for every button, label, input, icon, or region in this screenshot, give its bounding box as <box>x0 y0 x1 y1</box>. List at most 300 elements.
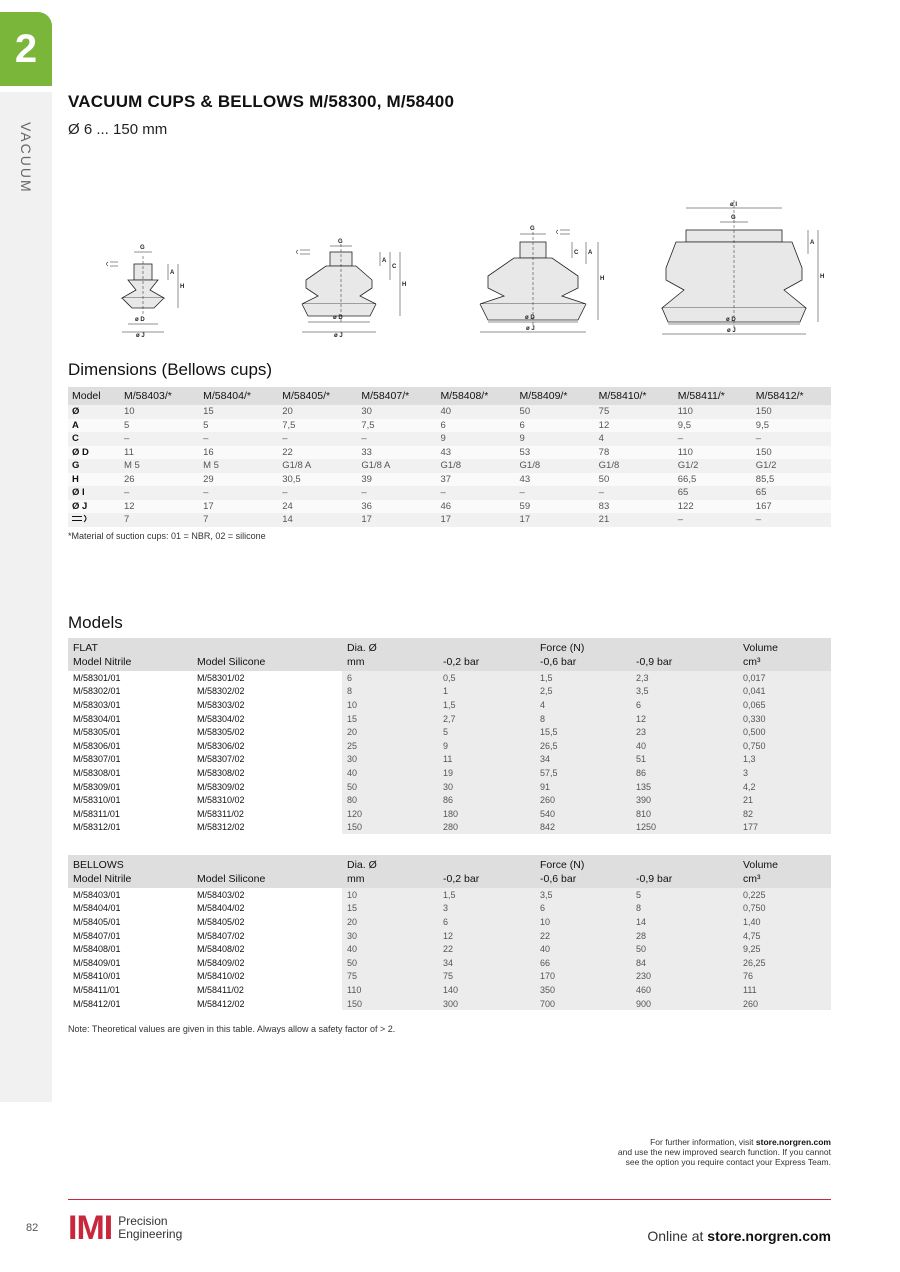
bellows-header-force <box>535 855 631 888</box>
dimension-row-label: Ø I <box>68 486 120 500</box>
column-header: M/58408/* <box>436 387 515 405</box>
dimension-cell: 26 <box>120 473 199 487</box>
drawing-cup-medium <box>297 239 407 339</box>
dimension-row <box>68 446 831 460</box>
model-value: 91 <box>535 780 631 794</box>
dimension-cell: – <box>357 486 436 500</box>
dimension-cell: 17 <box>357 513 436 527</box>
model-nitrile: M/58412/01 <box>68 997 192 1011</box>
model-nitrile: M/58301/01 <box>68 671 192 685</box>
cm3-label: cm³ <box>743 873 761 885</box>
dimension-cell: 21 <box>595 513 674 527</box>
model-nitrile: M/58305/01 <box>68 725 192 739</box>
dimension-cell: 6 <box>436 419 515 433</box>
dimensions-body <box>68 405 831 527</box>
dimension-row <box>68 405 831 419</box>
model-value: 150 <box>342 997 438 1011</box>
info-text-3: see the option you require contact your Express Team. <box>625 1157 831 1167</box>
dimension-cell: 50 <box>516 405 595 419</box>
model-silicone: M/58311/02 <box>192 807 342 821</box>
force-label: Force (N) <box>540 859 585 871</box>
bellows-header-nitrile <box>68 855 192 888</box>
model-row <box>68 902 831 916</box>
drawing-cup-small <box>107 245 185 339</box>
model-value: 15 <box>342 902 438 916</box>
dimensions-footnote: *Material of suction cups: 01 = NBR, 02 = silicone <box>68 531 266 541</box>
model-value: 900 <box>631 997 738 1011</box>
model-silicone: M/58307/02 <box>192 753 342 767</box>
chapter-number: 2 <box>14 26 38 71</box>
dimension-cell: 78 <box>595 446 674 460</box>
drawing3-a-label: A <box>588 250 593 256</box>
model-nitrile: M/58405/01 <box>68 915 192 929</box>
model-nitrile: M/58410/01 <box>68 970 192 984</box>
model-value: 0,225 <box>738 888 831 902</box>
model-value: 40 <box>342 942 438 956</box>
dimension-cell: 9 <box>436 432 515 446</box>
column-header: M/58409/* <box>516 387 595 405</box>
bellows-models-table <box>68 855 831 1010</box>
model-value: 260 <box>738 997 831 1011</box>
model-value: 1250 <box>631 821 738 835</box>
flat-header-force <box>535 638 631 671</box>
column-header: M/58407/* <box>357 387 436 405</box>
dimension-row-label: H <box>68 473 120 487</box>
dimension-row <box>68 419 831 433</box>
dimension-cell: 14 <box>278 513 357 527</box>
model-silicone: M/58403/02 <box>192 888 342 902</box>
model-value: 21 <box>738 793 831 807</box>
drawing2-c-label: C <box>392 264 397 270</box>
06bar-label: -0,6 bar <box>540 656 577 668</box>
model-silicone: M/58301/02 <box>192 671 342 685</box>
model-value: 1,5 <box>438 888 535 902</box>
dimension-cell: 17 <box>199 500 278 514</box>
column-header: M/58411/* <box>674 387 752 405</box>
model-value: 150 <box>342 821 438 835</box>
dimension-cell: – <box>199 486 278 500</box>
drawing2-d-label: ø D <box>333 315 343 321</box>
model-silicone: M/58304/02 <box>197 713 245 724</box>
dimension-cell: G1/8 A <box>357 459 436 473</box>
model-nitrile: M/58311/01 <box>68 807 192 821</box>
model-value: 2,5 <box>535 685 631 699</box>
model-value: 0,041 <box>738 685 831 699</box>
dimension-cell: – <box>516 486 595 500</box>
info-text-1: For further information, visit <box>650 1137 756 1147</box>
dimension-cell: 17 <box>436 513 515 527</box>
nitrile-label: Model Nitrile <box>73 873 132 885</box>
model-value: 26,25 <box>738 956 831 970</box>
page-subtitle: Ø 6 ... 150 mm <box>68 121 168 138</box>
dimension-cell: – <box>674 513 752 527</box>
model-value: 6 <box>535 902 631 916</box>
model-row <box>68 888 831 902</box>
flat-models-table <box>68 638 831 834</box>
dimension-cell: 122 <box>674 500 752 514</box>
model-row <box>68 685 831 699</box>
model-value: 51 <box>631 753 738 767</box>
model-value: 4,75 <box>738 929 831 943</box>
model-value: 25 <box>342 739 438 753</box>
model-value: 75 <box>342 970 438 984</box>
model-nitrile: M/58409/01 <box>73 957 121 968</box>
model-value: 50 <box>631 942 738 956</box>
model-silicone: M/58407/02 <box>197 930 245 941</box>
dimension-cell: 40 <box>436 405 515 419</box>
model-value: 40 <box>535 942 631 956</box>
model-silicone: M/58409/02 <box>197 957 245 968</box>
nitrile-label: Model Nitrile <box>73 656 132 668</box>
dimension-cell: G1/8 <box>516 459 595 473</box>
model-silicone: M/58411/02 <box>197 984 244 995</box>
model-value: 5 <box>438 725 535 739</box>
model-silicone: M/58312/02 <box>197 822 245 833</box>
model-value: 23 <box>631 725 738 739</box>
model-row <box>68 753 831 767</box>
dimension-cell: 46 <box>436 500 515 514</box>
dimension-cell: 20 <box>278 405 357 419</box>
model-value: 20 <box>342 725 438 739</box>
model-value: 842 <box>535 821 631 835</box>
mm-label: mm <box>347 656 365 668</box>
model-value: 84 <box>631 956 738 970</box>
bellows-group-label: BELLOWS <box>73 859 124 871</box>
model-nitrile: M/58403/01 <box>68 888 192 902</box>
dimension-cell: 11 <box>120 446 199 460</box>
model-value: 22 <box>438 942 535 956</box>
bellows-header-dia <box>342 855 438 888</box>
model-row <box>68 671 831 685</box>
model-nitrile: M/58408/01 <box>68 942 192 956</box>
model-value: 110 <box>342 983 438 997</box>
model-value: 5 <box>631 888 738 902</box>
info-link[interactable]: store.norgren.com <box>755 1137 831 1147</box>
dimension-row-label <box>68 513 120 527</box>
model-row <box>68 766 831 780</box>
model-value: 12 <box>438 929 535 943</box>
model-silicone: M/58303/02 <box>192 698 342 712</box>
model-value: 50 <box>342 780 438 794</box>
model-value: 135 <box>631 780 738 794</box>
dimension-cell: 39 <box>357 473 436 487</box>
model-value: 40 <box>342 766 438 780</box>
flat-header-dia <box>342 638 438 671</box>
dimension-row-label: A <box>68 419 120 433</box>
dimension-cell: 16 <box>199 446 278 460</box>
model-nitrile: M/58309/01 <box>68 780 192 794</box>
column-header: M/58405/* <box>278 387 357 405</box>
model-silicone: M/58305/02 <box>192 725 342 739</box>
model-value: 3 <box>738 766 831 780</box>
chapter-tab <box>0 12 52 86</box>
dimension-cell: 6 <box>516 419 595 433</box>
model-row <box>68 725 831 739</box>
dimension-cell: – <box>120 432 199 446</box>
dimension-cell: 85,5 <box>752 473 831 487</box>
dimension-cell: 5 <box>120 419 199 433</box>
model-row <box>68 983 831 997</box>
model-value: 280 <box>438 821 535 835</box>
column-header: M/58410/* <box>595 387 674 405</box>
model-value: 11 <box>438 753 535 767</box>
model-value: 170 <box>535 970 631 984</box>
dimension-cell: 17 <box>516 513 595 527</box>
chapter-label: VACUUM <box>18 122 34 194</box>
drawing1-g-label: G <box>140 245 145 251</box>
dimension-cell: – <box>357 432 436 446</box>
dimension-cell: 10 <box>120 405 199 419</box>
dimension-cell: 12 <box>120 500 199 514</box>
model-nitrile: M/58312/01 <box>73 822 121 833</box>
model-row <box>68 780 831 794</box>
model-value: 1,5 <box>535 671 631 685</box>
cm3-label: cm³ <box>743 656 761 668</box>
model-value: 10 <box>342 888 438 902</box>
mm-label: mm <box>347 873 365 885</box>
dimension-row-label: C <box>68 432 120 446</box>
model-value: 140 <box>438 983 535 997</box>
dimension-row <box>68 473 831 487</box>
dimension-row <box>68 486 831 500</box>
model-row <box>68 793 831 807</box>
model-silicone: M/58310/02 <box>197 795 245 806</box>
model-nitrile: M/58306/01 <box>73 740 121 751</box>
model-value: 82 <box>738 807 831 821</box>
dimension-cell: – <box>436 486 515 500</box>
dimensions-header-row <box>68 387 831 405</box>
model-row <box>68 821 831 835</box>
dimension-cell: 24 <box>278 500 357 514</box>
model-value: 30 <box>438 780 535 794</box>
dimension-cell: 9 <box>516 432 595 446</box>
dimension-cell: – <box>199 432 278 446</box>
model-value: 1 <box>438 685 535 699</box>
model-value: 0,017 <box>738 671 831 685</box>
dimension-cell: 110 <box>674 405 752 419</box>
model-value: 8 <box>342 685 438 699</box>
model-value: 0,750 <box>738 739 831 753</box>
dimension-cell: 22 <box>278 446 357 460</box>
dimension-cell: 65 <box>674 486 752 500</box>
bellows-models-body <box>68 888 831 1010</box>
model-value: 20 <box>342 915 438 929</box>
drawing2-h-label: H <box>402 282 407 288</box>
model-value: 0,500 <box>738 725 831 739</box>
model-nitrile: M/58303/01 <box>68 698 192 712</box>
flat-models-body <box>68 671 831 834</box>
further-info <box>571 1137 831 1167</box>
page-title: VACUUM CUPS & BELLOWS M/58300, M/58400 <box>68 92 455 111</box>
model-value: 22 <box>535 929 631 943</box>
dimension-cell: 15 <box>199 405 278 419</box>
drawing4-i-label: ø I <box>730 202 737 208</box>
model-value: 12 <box>631 712 738 726</box>
model-value: 34 <box>535 753 631 767</box>
model-value: 4,2 <box>738 780 831 794</box>
logo-line2: Engineering <box>118 1227 183 1241</box>
model-value: 9,25 <box>738 942 831 956</box>
footer-divider <box>68 1199 831 1200</box>
model-value: 86 <box>631 766 738 780</box>
column-header: Model <box>68 387 120 405</box>
model-value: 3,5 <box>535 888 631 902</box>
models-title: Models <box>68 613 123 632</box>
force-label: Force (N) <box>540 642 585 654</box>
dimension-cell: 5 <box>199 419 278 433</box>
drawing1-d-label: ø D <box>135 317 145 323</box>
model-value: 180 <box>438 807 535 821</box>
model-silicone: M/58306/02 <box>197 740 245 751</box>
model-nitrile: M/58407/01 <box>73 930 121 941</box>
flat-group-label: FLAT <box>73 642 98 654</box>
model-nitrile: M/58411/01 <box>73 984 120 995</box>
dimension-cell: G1/8 A <box>278 459 357 473</box>
model-row <box>68 712 831 726</box>
dimension-cell: 43 <box>516 473 595 487</box>
model-value: 6 <box>438 915 535 929</box>
model-value: 1,3 <box>738 753 831 767</box>
dimension-cell: 83 <box>595 500 674 514</box>
model-value: 10 <box>342 698 438 712</box>
model-silicone: M/58309/02 <box>192 780 342 794</box>
drawing4-h-label: H <box>820 274 825 280</box>
dimension-cell: 9,5 <box>674 419 752 433</box>
dimension-cell: 75 <box>595 405 674 419</box>
wrench-icon <box>72 515 88 526</box>
model-value: 460 <box>631 983 738 997</box>
dimension-cell: – <box>278 432 357 446</box>
dimension-cell: – <box>278 486 357 500</box>
model-value: 0,5 <box>438 671 535 685</box>
model-value: 15,5 <box>535 725 631 739</box>
page-number: 82 <box>26 1222 39 1234</box>
model-nitrile: M/58308/01 <box>73 767 121 778</box>
logo-mark: IMI <box>68 1209 113 1247</box>
model-value: 9 <box>438 739 535 753</box>
dia-label: Dia. Ø <box>347 642 377 654</box>
model-value: 40 <box>631 739 738 753</box>
model-nitrile: M/58310/01 <box>73 795 121 806</box>
drawing1-h-label: H <box>180 284 185 290</box>
dimension-cell: G1/2 <box>674 459 752 473</box>
dimension-cell: – <box>120 486 199 500</box>
drawing2-j-label: ø J <box>334 333 343 339</box>
model-silicone: M/58408/02 <box>192 942 342 956</box>
model-value: 1,40 <box>738 915 831 929</box>
model-value: 120 <box>342 807 438 821</box>
model-value: 76 <box>738 970 831 984</box>
model-silicone: M/58308/02 <box>197 767 245 778</box>
model-value: 86 <box>438 793 535 807</box>
dimension-cell: – <box>595 486 674 500</box>
model-value: 14 <box>631 915 738 929</box>
model-value: 6 <box>342 671 438 685</box>
model-value: 111 <box>738 983 831 997</box>
model-value: 8 <box>631 902 738 916</box>
dimension-cell: 37 <box>436 473 515 487</box>
dimension-row-label: Ø D <box>68 446 120 460</box>
dimension-cell: 9,5 <box>752 419 831 433</box>
dimension-cell: 4 <box>595 432 674 446</box>
model-row <box>68 997 831 1011</box>
dimension-cell: 36 <box>357 500 436 514</box>
dimension-cell: 7,5 <box>357 419 436 433</box>
logo-line1: Precision <box>118 1214 168 1228</box>
logo-text <box>118 1215 182 1241</box>
model-value: 26,5 <box>535 739 631 753</box>
flat-header-row <box>68 638 831 671</box>
model-nitrile: M/58404/01 <box>73 903 121 914</box>
dia-label: Dia. Ø <box>347 859 377 871</box>
drawing-cup-xlarge <box>662 200 824 334</box>
dimension-cell: G1/8 <box>436 459 515 473</box>
dimension-row <box>68 459 831 473</box>
dimension-cell: G1/8 <box>595 459 674 473</box>
drawing1-j-label: ø J <box>136 333 145 339</box>
model-silicone: M/58412/02 <box>192 997 342 1011</box>
model-row <box>68 956 831 970</box>
model-nitrile: M/58304/01 <box>73 713 121 724</box>
model-value: 28 <box>631 929 738 943</box>
model-value: 2,7 <box>438 712 535 726</box>
model-row <box>68 915 831 929</box>
dimension-row-label: Ø J <box>68 500 120 514</box>
dimension-cell: 167 <box>752 500 831 514</box>
dimension-cell: M 5 <box>120 459 199 473</box>
model-value: 30 <box>342 753 438 767</box>
model-nitrile: M/58307/01 <box>68 753 192 767</box>
side-bar <box>0 92 52 1102</box>
drawing3-j-label: ø J <box>526 326 535 332</box>
model-value: 8 <box>535 712 631 726</box>
drawing2-g-label: G <box>338 239 343 245</box>
dimension-cell: 7 <box>199 513 278 527</box>
dimension-cell: 150 <box>752 446 831 460</box>
dimension-cell: M 5 <box>199 459 278 473</box>
model-silicone: M/58410/02 <box>192 970 342 984</box>
flat-header-09bar: -0,9 bar <box>631 638 738 671</box>
model-value: 57,5 <box>535 766 631 780</box>
model-value: 2,3 <box>631 671 738 685</box>
model-silicone: M/58405/02 <box>192 915 342 929</box>
store-link[interactable]: store.norgren.com <box>707 1228 831 1244</box>
bellows-header-row <box>68 855 831 888</box>
column-header: M/58412/* <box>752 387 831 405</box>
bellows-header-02bar: -0,2 bar <box>438 855 535 888</box>
volume-label: Volume <box>743 642 779 654</box>
drawing4-a-label: A <box>810 240 815 246</box>
dimension-cell: 50 <box>595 473 674 487</box>
drawing4-g-label: G <box>731 215 736 221</box>
drawing3-g-label: G <box>530 226 535 232</box>
model-value: 260 <box>535 793 631 807</box>
model-value: 3,5 <box>631 685 738 699</box>
model-value: 1,5 <box>438 698 535 712</box>
model-value: 10 <box>535 915 631 929</box>
dimension-cell: – <box>674 432 752 446</box>
model-row <box>68 739 831 753</box>
model-silicone: M/58404/02 <box>197 903 245 914</box>
dimension-row <box>68 513 831 527</box>
bellows-header-volume <box>738 855 831 888</box>
model-value: 66 <box>535 956 631 970</box>
drawing4-d-label: ø D <box>726 317 736 323</box>
dimension-cell: – <box>752 513 831 527</box>
dimension-cell: 110 <box>674 446 752 460</box>
drawing3-d-label: ø D <box>525 315 535 321</box>
model-value: 540 <box>535 807 631 821</box>
